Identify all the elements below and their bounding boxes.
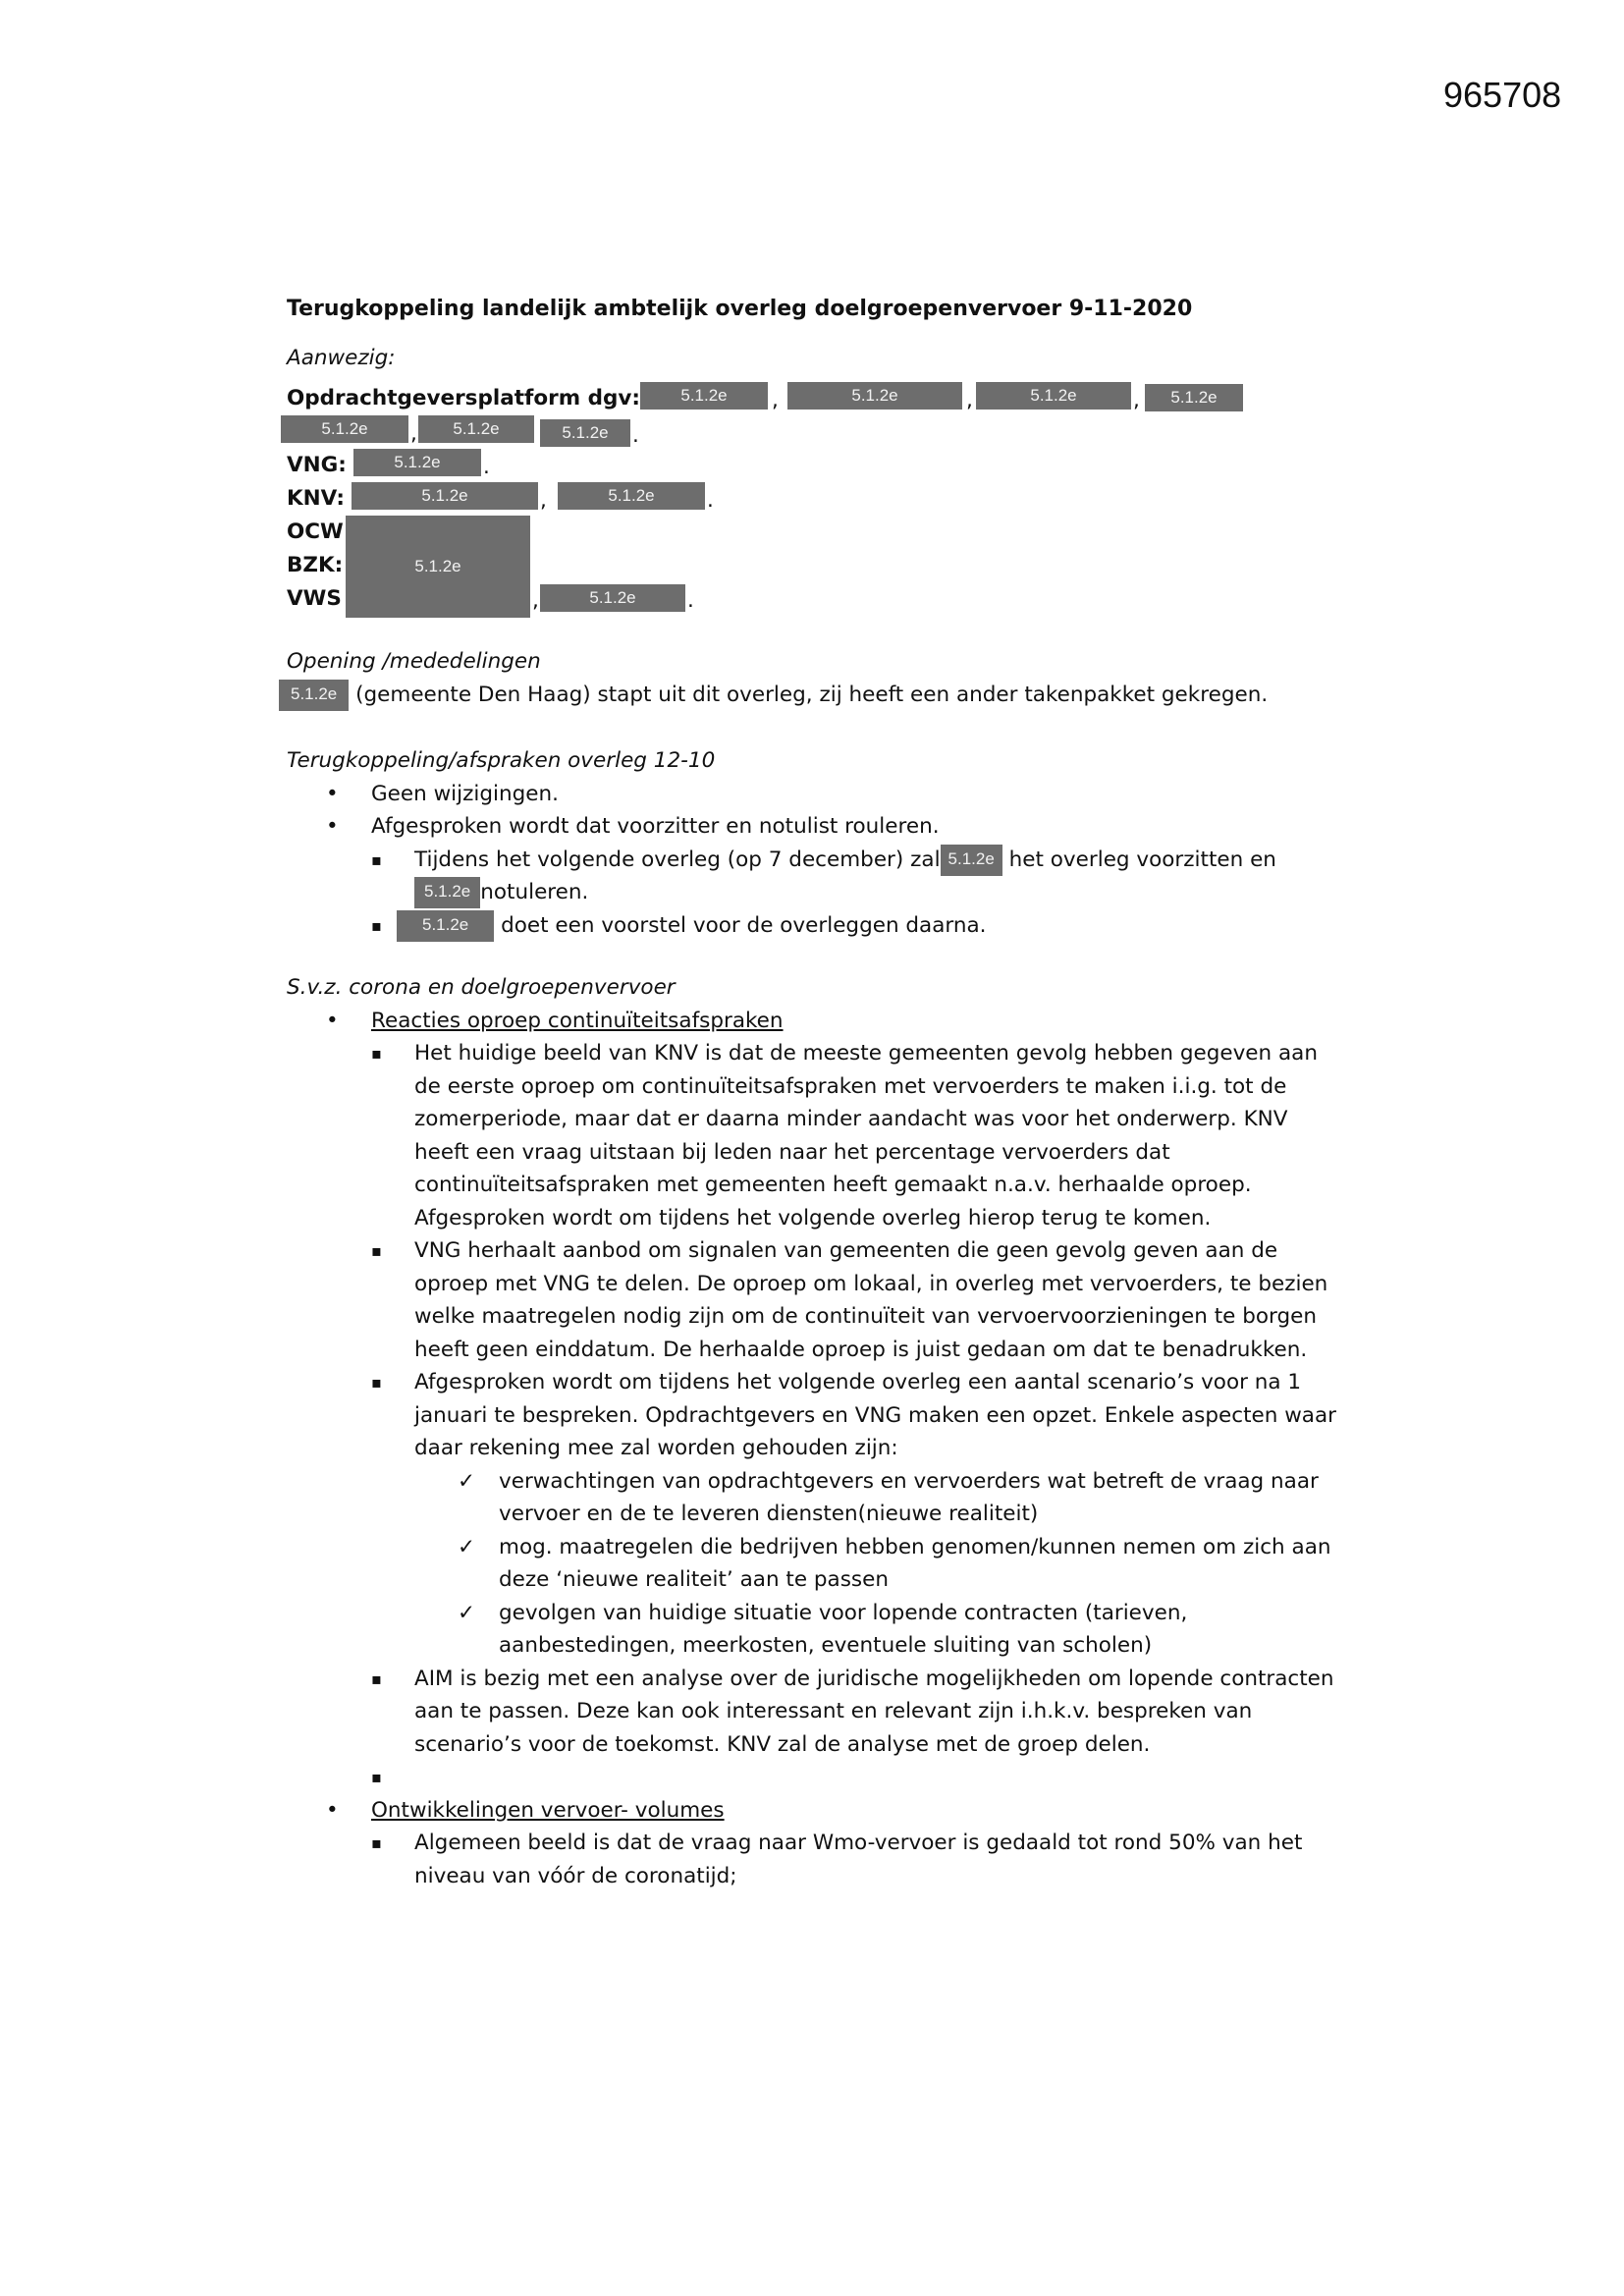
feedback-sub1-text-a: Tijdens het volgende overleg (op 7 december) zal — [414, 847, 941, 872]
list-item — [287, 909, 1367, 943]
redaction-box: 5.1.2e — [558, 482, 705, 510]
document-title: Terugkoppeling landelijk ambtelijk overleg doelgroepenvervoer 9-11-2020 — [287, 297, 1193, 321]
redaction-box: 5.1.2e — [281, 415, 408, 443]
empty-list-item — [287, 1761, 1347, 1794]
check-item: ✓ verwachtingen van opdrachtgevers en vervoerders wat betreft de vraag naar vervoer en de te leveren diensten(nieuwe realiteit) — [287, 1465, 1347, 1531]
list-item: ▪ AIM is bezig met een analyse over de juridische mogelijkheden om lopende contracten aan te passen. Deze kan ook interessant en relevant zijn i.h.k.v. bespreken van scenario’s voor de toekomst. KNV zal de analyse met de groep delen. — [287, 1663, 1347, 1762]
attendance-label-ocw: OCW — [287, 519, 344, 544]
opening-text: (gemeente Den Haag) stapt uit dit overleg, zij heeft een ander takenpakket gekregen. — [355, 682, 1269, 707]
redaction-box: 5.1.2e — [279, 680, 349, 711]
attendance-label-bzk: BZK: — [287, 553, 344, 577]
check-item: ✓ gevolgen van huidige situatie voor lopende contracten (tarieven, aanbestedingen, meerkosten, eventuele sluiting van scholen) — [287, 1597, 1347, 1663]
corona-list — [287, 1005, 1347, 1893]
attendance-label-vws: VWS — [287, 586, 342, 611]
list-item — [287, 844, 1367, 909]
list-item: ▪ Het huidige beeld van KNV is dat de meeste gemeenten gevolg hebben gegeven aan de eerste oproep om continuïteitsafspraken met vervoerders te maken i.i.g. tot de zomerperiode, maar dat er daarna minder aandacht was voor het onderwerp. KNV heeft een vraag uitstaan bij leden naar het percentage vervoerders dat continuïteitsafspraken met gemeenten heeft gemaakt n.a.v. herhaalde oproep. Afgesproken wordt om tijdens het volgende overleg hierop terug te komen. — [287, 1037, 1347, 1234]
feedback-sub2-text: doet een voorstel voor de overleggen daarna. — [501, 912, 987, 938]
list-item: ▪ Algemeen beeld is dat de vraag naar Wmo-vervoer is gedaald tot rond 50% van het niveau van vóór de coronatijd; — [287, 1827, 1347, 1892]
list-item: • Afgesproken wordt dat voorzitter en notulist rouleren. — [287, 810, 1367, 844]
redaction-box: 5.1.2e — [1145, 384, 1243, 411]
redaction-box: 5.1.2e — [414, 877, 480, 908]
opening-paragraph — [279, 679, 1367, 712]
redaction-box: 5.1.2e — [346, 516, 530, 618]
redaction-box: 5.1.2e — [397, 910, 494, 942]
topic-continuity: • Reacties oproep continuïteitsafspraken — [287, 1005, 1347, 1038]
redaction-box: 5.1.2e — [540, 419, 630, 447]
feedback-sub1-text-c: notuleren. — [480, 880, 589, 904]
document-id: 965708 — [1443, 75, 1562, 115]
redaction-box: 5.1.2e — [352, 482, 538, 510]
attendance-label-vng: VNG: — [287, 453, 347, 477]
check-item: ✓ mog. maatregelen die bedrijven hebben genomen/kunnen nemen om zich aan deze ‘nieuwe realiteit’ aan te passen — [287, 1531, 1347, 1597]
redaction-box: 5.1.2e — [787, 382, 962, 410]
opening-heading: Opening /mededelingen — [287, 649, 541, 674]
list-item: • Geen wijzigingen. — [287, 778, 1367, 811]
attendance-label-knv: KNV: — [287, 486, 345, 511]
redaction-box: 5.1.2e — [418, 415, 534, 443]
attendance-opg-line — [287, 382, 640, 415]
feedback-sub1-text-b: het overleg voorzitten en — [1008, 847, 1276, 872]
corona-heading: S.v.z. corona en doelgroepenvervoer — [287, 975, 676, 1000]
list-item: ▪ Afgesproken wordt om tijdens het volgende overleg een aantal scenario’s voor na 1 januari te bespreken. Opdrachtgevers en VNG maken een opzet. Enkele aspecten waar daar rekening mee zal worden gehouden zijn: — [287, 1366, 1347, 1465]
document-page — [287, 293, 1367, 1892]
attendance-block: Opdrachtgeversplatform dgv: 5.1.2e , 5.1.2e , 5.1.2e , 5.1.2e 5.1.2e , 5.1.2e 5.1.2e . VNG: 5.1.2e . KNV: 5.1.2e , 5.1.2e . OCW BZK: VWS 5.1.2e , 5.1.2e . — [287, 374, 1367, 596]
feedback-list — [287, 778, 1367, 943]
feedback-heading: Terugkoppeling/afspraken overleg 12-10 — [287, 748, 716, 773]
redaction-box: 5.1.2e — [976, 382, 1131, 410]
list-item: ▪ VNG herhaalt aanbod om signalen van gemeenten die geen gevolg geven aan de oproep met VNG te delen. De oproep om lokaal, in overleg met vervoerders, te bezien welke maatregelen nodig zijn om de continuïteit van vervoervoorzieningen te borgen heeft geen einddatum. De herhaalde oproep is juist gedaan om dat te benadrukken. — [287, 1234, 1347, 1366]
redaction-box: 5.1.2e — [640, 382, 768, 410]
redaction-box: 5.1.2e — [540, 584, 685, 612]
topic-volumes: • Ontwikkelingen vervoer- volumes — [287, 1794, 1347, 1828]
redaction-box: 5.1.2e — [941, 845, 1002, 876]
redaction-box: 5.1.2e — [353, 449, 481, 476]
attendance-label-opg: Opdrachtgeversplatform dgv: — [287, 386, 641, 410]
attendance-heading: Aanwezig: — [287, 345, 396, 370]
